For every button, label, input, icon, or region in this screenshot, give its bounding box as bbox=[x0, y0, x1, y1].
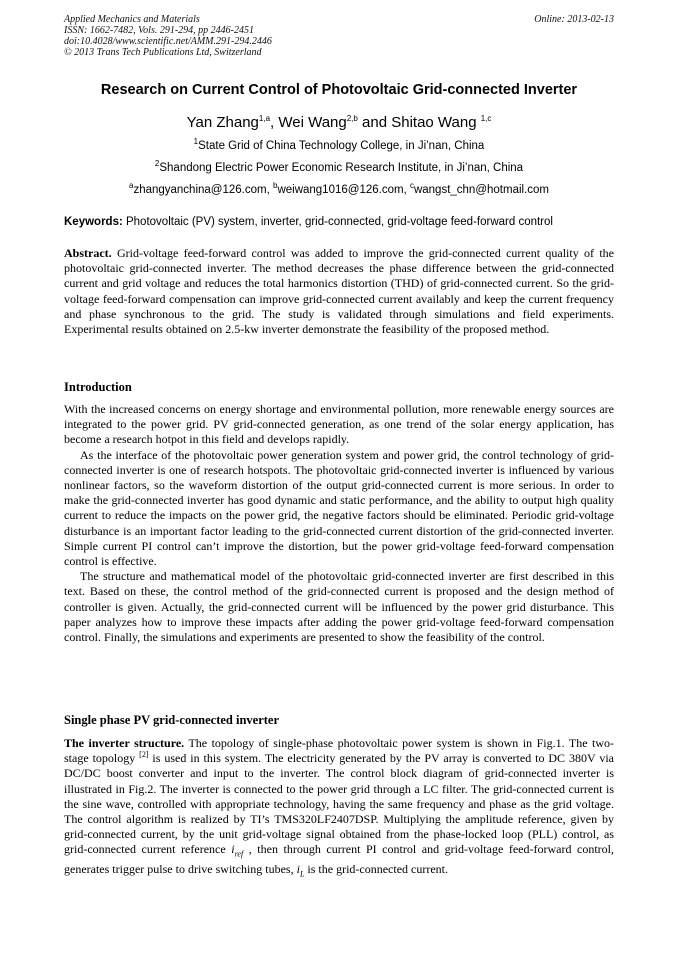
aff-text: Shandong Electric Power Economic Research Institute, in Ji’nan, China bbox=[159, 162, 524, 174]
text: is used in this system. The electricity generated by the PV array is converted to DC 380V via DC/DC boost converter and input to the inverter. The control block diagram of grid-connected inverter is illustrated in Fig.2. The inverter is connected to the power grid through a LC filter. The grid-connected current is the sine wave, controlled with appropriate technology, having the same frequency and phase as the grid voltage. The control algorithm is realized by TI’s TMS320LF2407DSP. Multiplying the amplitude reference, given by grid-connected current, by the unit grid-voltage signal obtained from the phase-locked loop (PLL) control, as grid-connected current reference bbox=[64, 751, 614, 857]
aff-sup: 2 bbox=[154, 159, 160, 169]
author-separator: and bbox=[357, 114, 392, 131]
keywords-label: Keywords: bbox=[64, 216, 123, 228]
symbol-base: i bbox=[231, 842, 235, 857]
journal-name: Applied Mechanics and Materials bbox=[64, 14, 200, 25]
email: zhangyanchina@126.com, bbox=[133, 184, 273, 196]
citation[interactable]: [2] bbox=[139, 750, 149, 760]
email-sup: c bbox=[409, 181, 414, 191]
doi: doi:10.4028/www.scientific.net/AMM.291-294.2446 bbox=[64, 36, 272, 47]
author-sup: 1,a bbox=[258, 114, 271, 123]
aff-sup: 1 bbox=[193, 137, 199, 147]
symbol-base: i bbox=[296, 862, 300, 877]
paper-title: Research on Current Control of Photovoltaic Grid-connected Inverter bbox=[100, 82, 578, 98]
symbol-iref bbox=[231, 842, 244, 859]
author-separator: , bbox=[270, 114, 279, 131]
paragraph: With the increased concerns on energy shortage and environmental pollution, more renewable energy sources are integrated to the power grid. PV grid-connected generation, as one trend of the solar energy application, has become a research hotpot in this field and develops rapidly. bbox=[64, 402, 614, 447]
keywords bbox=[64, 216, 553, 228]
section2-body bbox=[64, 736, 614, 882]
paragraph: The structure and mathematical model of the photovoltaic grid-connected inverter are first described in this text. Based on these, the control method of the grid-connected current is proposed and the design method of controller is given. Actually, the grid-connected current will be influenced by the power grid disturbance. This paper analyzes how to improve these impacts after adding the power grid-voltage feed-forward compensation control. Finally, the simulations and experiments are presented to show the feasibility of the control. bbox=[64, 569, 614, 645]
introduction-body bbox=[64, 402, 614, 645]
section-heading-introduction: Introduction bbox=[64, 380, 132, 394]
author-name: Shitao Wang bbox=[391, 114, 477, 131]
abstract bbox=[64, 246, 614, 337]
author-name: Yan Zhang bbox=[186, 114, 259, 131]
email: weiwang1016@126.com, bbox=[277, 184, 410, 196]
symbol-sub: ref bbox=[234, 849, 244, 859]
aff-text: State Grid of China Technology College, in Ji’nan, China bbox=[198, 140, 485, 152]
author-sup: 1,c bbox=[480, 114, 492, 123]
subsection-label: The inverter structure. bbox=[64, 736, 185, 750]
text: , then through current PI control and grid-voltage feed-forward control, generates trigger pulse to drive switching tubes, bbox=[64, 842, 615, 877]
abstract-label: Abstract. bbox=[64, 246, 112, 260]
email-sup: b bbox=[272, 181, 278, 191]
email: wangst_chn@hotmail.com bbox=[413, 184, 549, 196]
paragraph bbox=[64, 736, 614, 882]
affiliation-1 bbox=[0, 137, 678, 152]
paragraph: As the interface of the photovoltaic power generation system and power grid, the control technology of grid-connected inverter is one of research hotspots. The photovoltaic grid-connected inverter is influenced by various nonlinear factors, so the waveform distortion of the output grid-connected current is more serious. In order to make the grid-connected inverter has good dynamic and static performance, and the ability to output high quality current to reduce the impacts on the power grid, the negative factors should be eliminated. Periodic grid-voltage disturbance is an important factor leading to the grid-connected current distortion of the grid-connected inverter. Simple current PI control can’t improve the distortion, but the power grid-voltage feed-forward compensation control is effective. bbox=[64, 447, 614, 569]
email-sup: a bbox=[128, 181, 134, 191]
abstract-text: Grid-voltage feed-forward control was added to improve the grid-connected current quality of the photovoltaic grid-connected inverter. The method decreases the phase difference between the grid-connected current and grid voltage and reduces the total harmonics distortion (THD) of grid-connected current. So the grid-voltage feed-forward compensation can improve grid-connected current availably and keep the current frequency and phase synchronous to the grid. The study is validated through simulations and field experiments. Experimental results obtained on 2.5-kw inverter demonstrate the feasibility of the proposed method. bbox=[64, 246, 614, 337]
copyright: © 2013 Trans Tech Publications Ltd, Switzerland bbox=[64, 47, 262, 58]
journal-header bbox=[64, 14, 272, 58]
section-heading-single-phase: Single phase PV grid-connected inverter bbox=[64, 713, 280, 727]
affiliation-2 bbox=[0, 159, 678, 174]
symbol-sub: L bbox=[299, 869, 305, 879]
issn: ISSN: 1662-7482, Vols. 291-294, pp 2446-2451 bbox=[64, 25, 254, 36]
author-sup: 2,b bbox=[346, 114, 358, 123]
email-list bbox=[0, 181, 678, 196]
text: The topology of single-phase photovoltaic power system is shown in Fig.1. The two-stage topology bbox=[64, 736, 614, 766]
online-date: Online: 2013-02-13 bbox=[534, 14, 614, 25]
author-list bbox=[0, 114, 678, 131]
text: is the grid-connected current. bbox=[304, 862, 449, 877]
keywords-text: Photovoltaic (PV) system, inverter, grid-connected, grid-voltage feed-forward control bbox=[122, 216, 553, 228]
author-name: Wei Wang bbox=[278, 114, 347, 131]
